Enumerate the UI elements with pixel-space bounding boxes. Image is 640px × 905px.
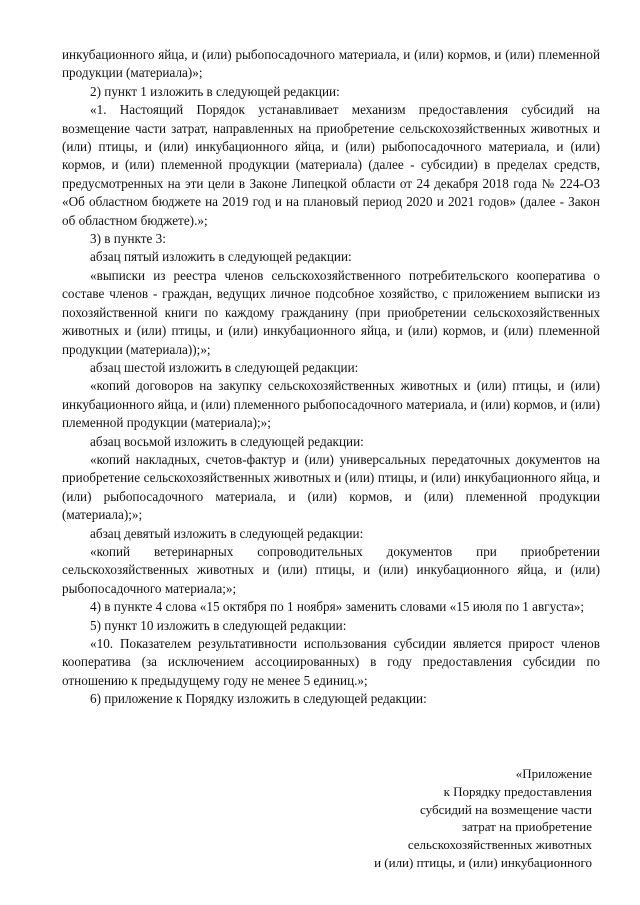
paragraph-1: инкубационного яйца, и (или) рыбопосадочного материала, и (или) кормов, и (или) племенной продукции (материала)»; — [62, 47, 600, 81]
appendix-heading — [292, 765, 592, 872]
paragraph-14: 5) пункт 10 изложить в следующей редакции: — [90, 617, 347, 633]
paragraph-5: абзац пятый изложить в следующей редакции: — [90, 249, 352, 265]
appendix-line: и (или) птицы, и (или) инкубационного — [374, 854, 592, 870]
paragraph-6: «выписки из реестра членов сельскохозяйственного потребительского кооператива о составе членов - граждан, ведущих личное подсобное хозяйство, с приложением выписки из похозяйственной книги по каждому гражданину (при приобретении сельскохозяйственных животных и (или) птицы, и (или) инкубационного яйца, и (или) кормов, и (или) племенной продукции (материала));»; — [62, 267, 600, 357]
paragraph-9: абзац восьмой изложить в следующей редакции: — [90, 433, 364, 449]
appendix-line: к Порядку предоставления — [443, 783, 592, 799]
document-body — [62, 46, 600, 709]
paragraph-12: «копий ветеринарных сопроводительных документов при приобретении сельскохозяйственных животных и (или) птицы, и (или) инкубационного яйца, и (или) рыбопосадочного материала;»; — [62, 543, 600, 596]
appendix-line: затрат на приобретение — [461, 819, 592, 835]
paragraph-7: абзац шестой изложить в следующей редакции: — [90, 359, 359, 375]
appendix-line: сельскохозяйственных животных — [407, 837, 592, 853]
paragraph-16: 6) приложение к Порядку изложить в следующей редакции: — [90, 691, 427, 707]
paragraph-15: «10. Показателем результативности использования субсидии является прирост членов кооператива (за исключением ассоциированных) в году предоставления субсидии по отношению к предыдущему году не менее 5 единиц.»; — [62, 636, 600, 688]
appendix-line: «Приложение — [515, 766, 592, 781]
paragraph-11: абзац девятый изложить в следующей редакции: — [90, 525, 364, 541]
paragraph-2: 2) пункт 1 изложить в следующей редакции: — [90, 83, 340, 99]
paragraph-13: 4) в пункте 4 слова «15 октября по 1 ноября» заменить словами «15 июля по 1 августа»; — [90, 599, 585, 615]
paragraph-3: «1. Настоящий Порядок устанавливает механизм предоставления субсидий на возмещение части затрат, направленных на приобретение сельскохозяйственных животных и (или) птицы, и (или) инкубационного яйца, и (или) рыбопосадочного материала, и (или) кормов, и (или) племенной продукции (материала) (далее - субсидии) в пределах средств, предусмотренных на эти цели в Законе Липецкой области от 24 декабря 2018 года № 224-ОЗ «Об областном бюджете на 2019 год и на плановый период 2020 и 2021 годов» (далее - Закон об областном бюджете).»; — [62, 102, 600, 228]
paragraph-10: «копий накладных, счетов-фактур и (или) универсальных передаточных документов на приобретение сельскохозяйственных животных и (или) птицы, и (или) инкубационного яйца, и (или) рыбопосадочного материала, и (или) кормов, и (или) племенной продукции (материала);»; — [62, 451, 600, 523]
paragraph-4: 3) в пункте 3: — [90, 231, 166, 247]
appendix-line: субсидий на возмещение части — [420, 801, 592, 817]
paragraph-8: «копий договоров на закупку сельскохозяйственных животных и (или) птицы, и (или) инкубационного яйца, и (или) племенного рыбопосадочного материала, и (или) кормов, и (или) племенной продукции (материала);»; — [62, 378, 600, 431]
